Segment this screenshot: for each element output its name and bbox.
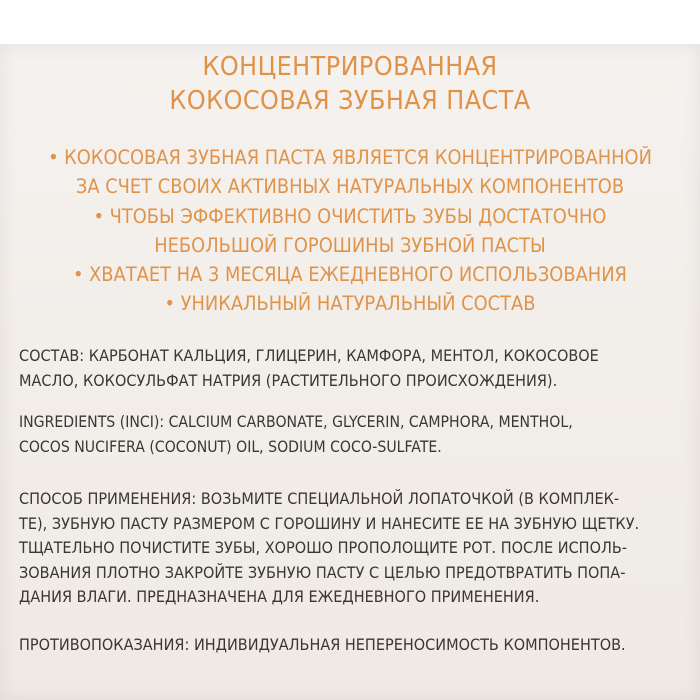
bullet-item xyxy=(30,202,671,231)
bullet-continuation: ЗА СЧЕТ СВОИХ АКТИВНЫХ НАТУРАЛЬНЫХ КОМПОНЕНТОВ xyxy=(75,175,625,199)
ingredients-paragraph xyxy=(19,410,689,459)
bullet-item xyxy=(30,143,671,172)
paragraph-line: СОСТАВ: КАРБОНАТ КАЛЬЦИЯ, ГЛИЦЕРИН, КАМФОРА, МЕНТОЛ, КОКОСОВОЕ xyxy=(19,346,599,365)
bullet-item xyxy=(30,260,671,289)
paragraph-line: ЗОВАНИЯ ПЛОТНО ЗАКРОЙТЕ ЗУБНУЮ ПАСТУ С ЦЕЛЬЮ ПРЕДОТВРАТИТЬ ПОПА- xyxy=(19,562,626,582)
contraindications-paragraph xyxy=(19,633,689,658)
bullet-item xyxy=(30,289,671,318)
paragraph-line: INGREDIENTS (INCI): CALCIUM CARBONATE, GLYCERIN, CAMPHORA, MENTHOL, xyxy=(19,412,573,431)
benefits-list xyxy=(0,143,700,319)
composition-paragraph xyxy=(19,344,689,393)
title-line: КОКОСОВАЯ ЗУБНАЯ ПАСТА xyxy=(169,86,531,116)
bullet-text: ЧТОБЫ ЭФФЕКТИВНО ОЧИСТИТЬ ЗУБЫ ДОСТАТОЧНО xyxy=(109,204,607,228)
paragraph-line: ПРОТИВОПОКАЗАНИЯ: ИНДИВИДУАЛЬНАЯ НЕПЕРЕНОСИМОСТЬ КОМПОНЕНТОВ. xyxy=(19,635,626,654)
title-line: КОНЦЕНТРИРОВАННАЯ xyxy=(202,52,498,82)
bullet-marker: • xyxy=(164,292,176,316)
paragraph-line: COCOS NUCIFERA (COCONUT) OIL, SODIUM COCO-SULFATE. xyxy=(19,436,442,456)
bullet-marker: • xyxy=(48,146,59,169)
bullet-text: ХВАТАЕТ НА 3 МЕСЯЦА ЕЖЕДНЕВНОГО ИСПОЛЬЗОВАНИЯ xyxy=(89,263,627,287)
paragraph-line: ДАНИЯ ВЛАГИ. ПРЕДНАЗНАЧЕНА ДЛЯ ЕЖЕДНЕВНОГО ПРИМЕНЕНИЯ. xyxy=(19,587,540,606)
paragraph-line: СПОСОБ ПРИМЕНЕНИЯ: ВОЗЬМИТЕ СПЕЦИАЛЬНОЙ ЛОПАТОЧКОЙ (В КОМПЛЕК- xyxy=(19,489,620,508)
paragraph-line: ТЕ), ЗУБНУЮ ПАСТУ РАЗМЕРОМ С ГОРОШИНУ И НАНЕСИТЕ ЕЕ НА ЗУБНУЮ ЩЕТКУ. xyxy=(19,513,640,533)
bullet-text: КОКОСОВАЯ ЗУБНАЯ ПАСТА ЯВЛЯЕТСЯ КОНЦЕНТРИРОВАННОЙ xyxy=(64,146,652,169)
bullet-marker: • xyxy=(73,263,84,287)
bullet-continuation: НЕБОЛЬШОЙ ГОРОШИНЫ ЗУБНОЙ ПАСТЫ xyxy=(154,233,546,257)
product-title xyxy=(28,50,672,118)
usage-paragraph xyxy=(19,487,689,610)
bullet-text: УНИКАЛЬНЫЙ НАТУРАЛЬНЫЙ СОСТАВ xyxy=(180,292,536,316)
bullet-marker: • xyxy=(93,204,105,228)
paragraph-line: МАСЛО, КОКОСУЛЬФАТ НАТРИЯ (РАСТИТЕЛЬНОГО ПРОИСХОЖДЕНИЯ). xyxy=(19,370,558,390)
paragraph-line: ТЩАТЕЛЬНО ПОЧИСТИТЕ ЗУБЫ, ХОРОШО ПРОПОЛОЩИТЕ РОТ. ПОСЛЕ ИСПОЛЬ- xyxy=(19,538,628,557)
